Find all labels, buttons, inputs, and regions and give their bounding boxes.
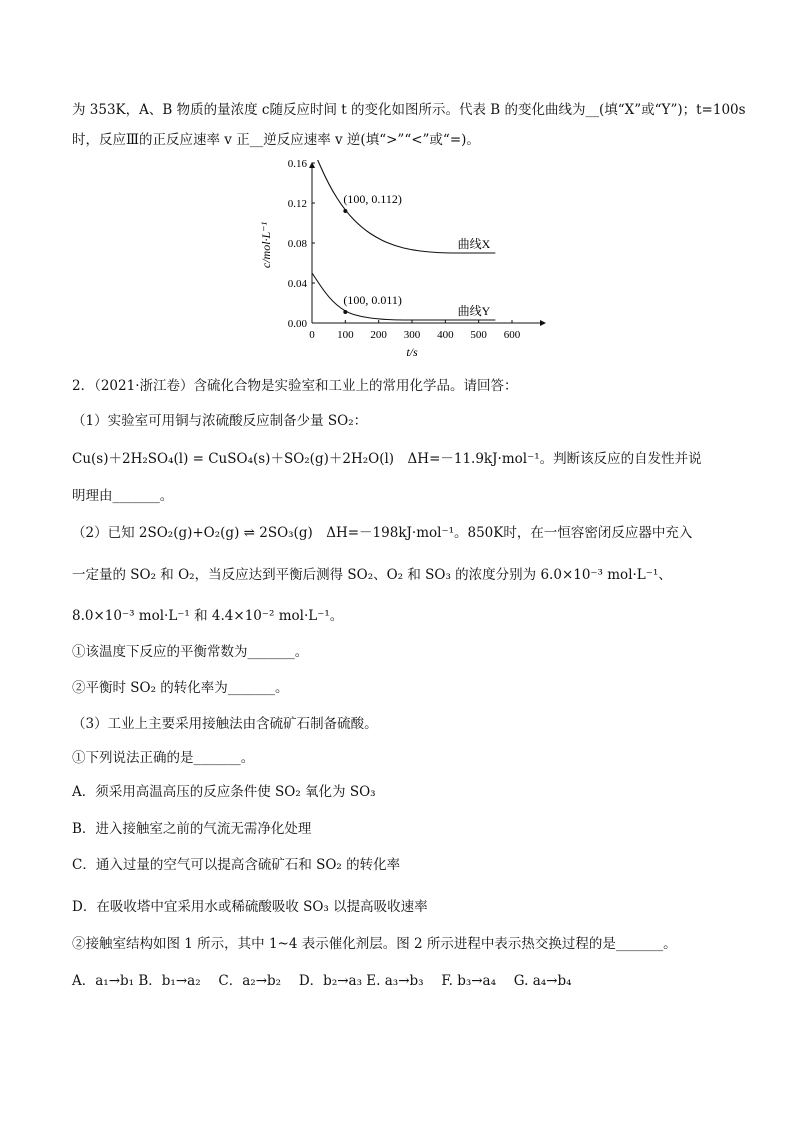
x-tick-label: 400 [437,329,454,341]
option-c: C．通入过量的空气可以提高含硫矿石和 SO₂ 的转化率 [72,857,401,873]
intro-line-2: 时，反应Ⅲ的正反应速率 v 正__逆反应速率 v 逆(填“>”“<”或“=)。 [72,132,480,148]
y-tick-label: 0.16 [287,160,307,170]
q2-part3: （3）工业上主要采用接触法由含硫矿石制备硫酸。 [72,716,378,732]
x-tick-label: 100 [337,329,354,341]
series-label: 曲线X [457,237,491,251]
y-tick-label: 0.08 [287,238,307,250]
option-b: B．进入接触室之前的气流无需净化处理 [72,821,312,837]
q2-part2-a: （2）已知 2SO₂(g)+O₂(g) ⇌ 2SO₃(g) ΔH=－198kJ·mol⁻¹。850K时，在一恒容密闭反应器中充入 [72,525,693,541]
annotation-point [343,310,347,314]
y-tick-label: 0.00 [287,318,307,330]
concentration-chart [250,160,550,360]
q2-part1: （1）实验室可用铜与浓硫酸反应制备少量 SO₂： [72,413,368,429]
y-tick-label: 0.12 [287,198,307,210]
option-d: D．在吸收塔中宜采用水或稀硫酸吸收 SO₃ 以提高吸收速率 [72,899,428,915]
q2-equation-1: Cu(s)＋2H₂SO₄(l) = CuSO₄(s)＋SO₂(g)＋2H₂O(l) ΔH=－11.9kJ·mol⁻¹。判断该反应的自发性并说 [72,451,702,467]
y-tick-label: 0.04 [287,278,307,290]
y-axis-label: c/mol·L⁻¹ [259,221,273,269]
annotation-label: (100, 0.011) [343,293,402,307]
intro-line-1: 为 353K，A、B 物质的量浓度 c随反应时间 t 的变化如图所示。代表 B 的变化曲线为__(填“X”或“Y”)；t=100s [72,102,746,118]
q2-part3-question-2: ②接触室结构如图 1 所示，其中 1~4 表示催化剂层。图 2 所示进程中表示热交换过程的是_______。 [72,936,677,952]
x-tick-label: 600 [503,329,521,341]
x-axis-arrow [540,320,546,326]
q2-equation-1-reason: 明理由_______。 [72,488,174,504]
q2-header: 2．（2021·浙江卷）含硫化合物是实验室和工业上的常用化学品。请回答： [72,378,518,394]
q2-part2-question-2: ②平衡时 SO₂ 的转化率为_______。 [72,680,289,696]
option-a: A．须采用高温高压的反应条件使 SO₂ 氧化为 SO₃ [72,784,376,800]
chart-svg [250,160,550,360]
annotation-label: (100, 0.112) [343,192,402,206]
x-tick-label: 500 [470,329,487,341]
x-tick-label: 200 [370,329,387,341]
q2-part2-question-1: ①该温度下反应的平衡常数为_______。 [72,644,309,660]
x-tick-label: 300 [403,329,421,341]
annotation-point [343,209,347,213]
series-label: 曲线Y [457,304,491,318]
q2-part2-c: 8.0×10⁻³ mol·L⁻¹ 和 4.4×10⁻² mol·L⁻¹。 [72,608,344,624]
q2-part3-question-1: ①下列说法正确的是_______。 [72,750,255,766]
q2-part2-b: 一定量的 SO₂ 和 O₂，当反应达到平衡后测得 SO₂、O₂ 和 SO₃ 的浓度分别为 6.0×10⁻³ mol·L⁻¹、 [72,567,672,583]
x-axis-label: t/s [406,345,418,359]
answer-choices: A．a₁→b₁ B．b₁→a₂ C．a₂→b₂ D．b₂→a₃ E. a₃→b₃ F. b₃→a₄ G. a₄→b₄ [72,973,572,989]
x-tick-label: 0 [309,329,315,341]
